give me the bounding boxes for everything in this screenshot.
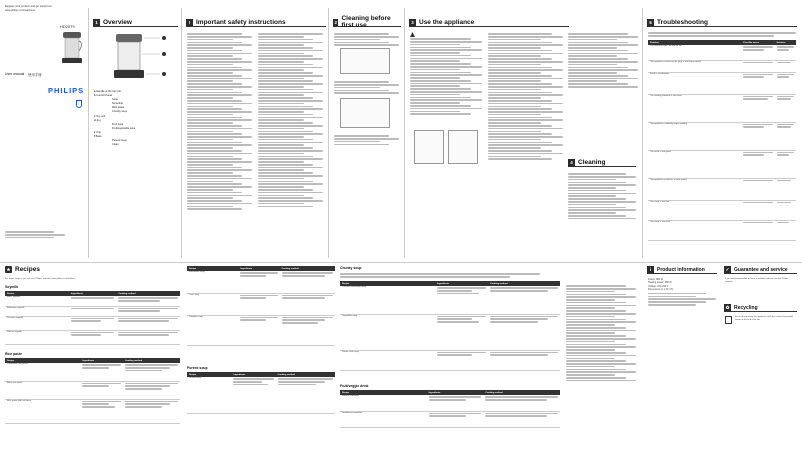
section-recycling: ♻ Recycling [724,304,797,312]
ts-head-solution: Solution [775,40,796,45]
recipe-sub-pureed: Pureed soup [187,366,208,370]
table-row: The appliance works but the plug is not fully inserted. [648,60,796,72]
recycle-icon: ♻ [725,304,730,310]
recipe-table-drink: Recipe Ingredients Cooking method Banana smoothie Strawberry smoothie [340,390,560,428]
table-row: The appliance produces a loud sound. [648,178,796,200]
table-row: Strawberry smoothie [340,411,560,427]
product-image [60,30,84,64]
safety-text-col1 [187,32,252,211]
part-menu-clean: Clean [112,143,119,147]
table-row: Rice paste with red bean [5,399,180,423]
table-row: Walnut soymilk [5,330,180,344]
cleaning-first-text-2 [334,80,399,95]
part-c: c Top unit [94,114,106,118]
ts-head-problem: Problem [648,40,741,45]
part-menu-chunky: Chunky soup [112,110,128,114]
user-manual-label: User manual [5,72,25,76]
use-illustration-2 [448,130,478,164]
chunky-intro [340,272,540,279]
table-row: Chicken mushroom soup [340,286,560,314]
recipe-sub-drink: Fruit/veggie drink [340,384,369,388]
section-recipes: ★ Recipes [6,266,40,273]
part-d: d Jug [94,118,101,122]
section-cleaning: 4 Cleaning [568,158,636,167]
ts-head-cause: Possible cause [741,40,774,45]
table-row: Potato Leek soup [340,350,560,370]
section-use: 3 Use the appliance [409,18,569,27]
troubleshooting-intro [648,31,796,38]
table-row: Corn soup [187,293,335,315]
section-cleaning-first: 2 Cleaning before first use [333,18,401,27]
philips-logo: PHILIPS [48,86,85,95]
register-url[interactable]: www.philips.com/welcome [5,9,36,12]
table-row: Black rice paste [5,381,180,399]
part-menu-juice: Fruit juice [112,122,124,126]
use-text-col1 [410,32,482,116]
cleaning-text [568,172,636,220]
part-b: b Control Panel [94,94,113,98]
info-icon: i [647,266,654,273]
overview-parts-list [94,90,176,147]
recipe-table-pureed: Recipe Ingredients Cooking method Cream soup [187,372,335,414]
table-row: Cantonese rice paste [5,363,180,381]
use-text-col2 [488,32,563,161]
section-guarantee: ✓ Guarantee and service [724,266,797,274]
part-menu-smoothie: Smoothie [112,102,123,106]
recipe-sub-soymilk: Soymilk [5,285,19,289]
register-text: Register your product and get support at [5,5,52,8]
section-product-info: i Product information [647,266,717,274]
recycling-text: Do not throw away the appliance with the normal household waste at the end of its life. [735,316,793,321]
table-row: Cream soup [187,377,335,413]
recipe-sub-rice: Rice paste [5,352,22,356]
table-row: Pumpkin soup [187,315,335,345]
use-illustration-1 [414,130,444,164]
table-row: Food is overflowing. [648,72,796,94]
cover-footer-text [5,230,75,240]
guarantee-text: If you need information or have a problem, please visit the Philips website. [725,278,789,283]
table-row: The soup is too thick. [648,220,796,240]
table-row: Vegetable soup [340,314,560,350]
recipe-notes [566,284,636,383]
part-menu-veg-juice: Fruit/vegetable juice [112,126,136,130]
recipe-table-soymilk-cont: Recipe Ingredients Cooking method Mushroom soup Corn soup Pumpkin soup [187,266,335,346]
user-manual-cjk: 使用手冊 [28,73,42,77]
recipe-sub-chunky: Chunky soup [340,266,362,270]
table-row: Mushroom soup [187,271,335,293]
part-e: e Cup [94,130,101,134]
warning-icon [410,32,415,37]
troubleshooting-table [648,40,796,241]
recipes-intro: For more recipes, you can visit Philips' website: www.philips.com/kitchen [5,278,76,280]
recycling-bin-icon [725,316,732,324]
philips-shield-icon [76,100,82,108]
section-safety: ! Important safety instructions [186,18,326,27]
part-f: f Base [94,135,102,139]
table-row: The indicator lights do not go on. [648,45,796,60]
table-row: The appliance suddenly stops working. [648,122,796,150]
page-fold-line [0,262,802,263]
recipe-table-rice: Recipe Ingredients Cooking method Cantonese rice paste Black rice paste Rice paste with red bean [5,358,180,424]
table-row: Basic soymilk [5,296,180,306]
table-row: The heating element is not clean. [648,94,796,122]
cleaning-first-text [334,32,399,47]
safety-text-col2 [258,32,323,208]
table-row: Red bean soymilk [5,306,180,316]
recipe-table-chunky: Recipe Ingredients Cooking method Chicken mushroom soup Vegetable soup Potato Leek soup [340,281,560,371]
part-a: a Handle of the top unit [94,90,121,93]
section-overview: 1 Overview [93,18,178,27]
cleaning-illustration-2 [340,98,390,128]
overview-diagram [98,32,173,84]
table-row: The soup is too thin. [648,200,796,220]
cleaning-first-text-3 [334,134,399,146]
product-info-text: Power: 800 W Heating power: 850 W Voltage: 220-240 V Dimensions (L x W x H): [648,278,716,307]
cleaning-illustration-1 [340,48,390,74]
part-menu-soup: Soup [112,98,119,102]
table-row: Sesame soymilk [5,316,180,330]
table-row: The taste is not good. [648,150,796,178]
section-troubleshooting: 5 Troubleshooting [647,18,797,27]
part-menu-puree: Pureed soup [112,139,127,143]
table-row: Banana smoothie [340,395,560,411]
model-number: HD2079 [60,24,75,29]
guarantee-icon: ✓ [725,266,730,272]
recipe-table-soymilk: Recipe Ingredients Cooking method Basic soymilk Red bean soymilk Sesame soymilk Walnut soymilk [5,291,180,345]
part-menu-rice-paste: Rice paste [112,106,125,110]
use-text-col3 [568,32,638,89]
